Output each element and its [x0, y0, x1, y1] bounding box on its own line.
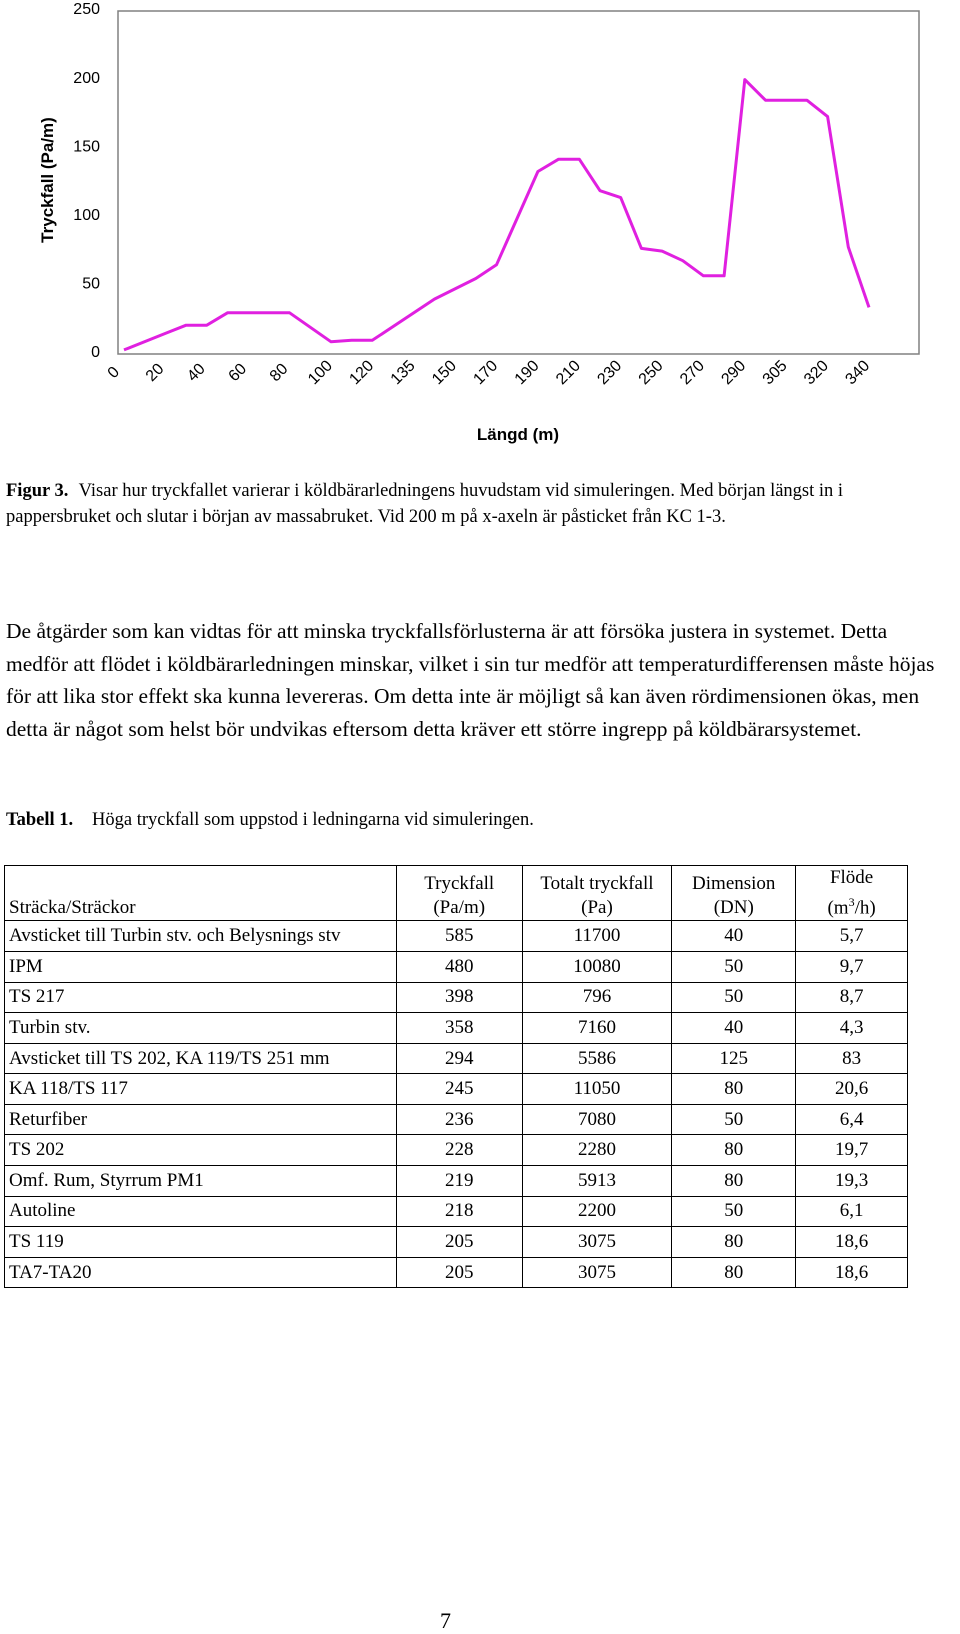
header-flow-line1: Flöde: [829, 867, 874, 888]
cell-dimension: 125: [672, 1043, 796, 1074]
x-tick-label: 20: [142, 360, 168, 386]
cell-flow: 19,7: [796, 1135, 908, 1166]
cell-pressure-drop: 245: [396, 1074, 522, 1105]
header-flow-superscript: 3: [848, 895, 855, 909]
cell-dimension: 50: [672, 951, 796, 982]
cell-flow: 9,7: [796, 951, 908, 982]
x-axis-title: Längd (m): [476, 425, 560, 444]
header-section: Sträcka/Sträckor: [5, 866, 397, 921]
table-row: [5, 1196, 908, 1227]
table-row: [5, 1013, 908, 1044]
cell-total-pressure-drop: 3075: [522, 1227, 672, 1258]
x-tick-label: 210: [553, 357, 584, 389]
table-row: [5, 1135, 908, 1166]
x-tick-label: 40: [184, 360, 209, 386]
header-dimension-line2: (DN): [713, 897, 754, 919]
y-axis-title: Tryckfall (Pa/m): [38, 117, 57, 243]
x-tick-label: 100: [305, 357, 336, 389]
cell-flow: 18,6: [796, 1257, 908, 1288]
cell-section: Autoline: [5, 1196, 397, 1227]
cell-flow: 19,3: [796, 1166, 908, 1197]
header-flow-line2-pre: (m: [827, 897, 849, 919]
x-tick-label: 60: [225, 360, 251, 386]
cell-dimension: 80: [672, 1135, 796, 1166]
cell-total-pressure-drop: 796: [522, 982, 672, 1013]
figure-label: Figur 3.: [6, 481, 69, 501]
header-flow-line2-post: /h): [854, 897, 876, 919]
cell-total-pressure-drop: 2280: [522, 1135, 672, 1166]
cell-section: IPM: [5, 951, 397, 982]
cell-pressure-drop: 358: [396, 1013, 522, 1044]
cell-flow: 8,7: [796, 982, 908, 1013]
cell-dimension: 50: [672, 1196, 796, 1227]
cell-dimension: 80: [672, 1227, 796, 1258]
cell-section: Omf. Rum, Styrrum PM1: [5, 1166, 397, 1197]
table-body: [5, 921, 908, 1288]
cell-flow: 20,6: [796, 1074, 908, 1105]
cell-total-pressure-drop: 2200: [522, 1196, 672, 1227]
cell-dimension: 50: [672, 1104, 796, 1135]
cell-section: Avsticket till TS 202, KA 119/TS 251 mm: [5, 1043, 397, 1074]
cell-dimension: 40: [672, 1013, 796, 1044]
x-tick-label: 305: [759, 357, 791, 389]
cell-pressure-drop: 294: [396, 1043, 522, 1074]
header-pressure-drop-line1: Tryckfall: [424, 873, 495, 895]
y-tick-label: 150: [73, 138, 100, 156]
figure-caption-text: Visar hur tryckfallet varierar i köldbärarledningens huvudstam vid simuleringen. Med början längst in i pappersbruket och slutar i början av massabruket. Vid 200 m på x-axeln är påsticket från KC 1-3.: [6, 481, 844, 527]
cell-dimension: 80: [672, 1074, 796, 1105]
table-row: [5, 921, 908, 952]
cell-section: Returfiber: [5, 1104, 397, 1135]
x-tick-label: 170: [470, 357, 502, 389]
y-tick-label: 250: [73, 1, 100, 19]
cell-total-pressure-drop: 5586: [522, 1043, 672, 1074]
figure-caption: [6, 478, 946, 530]
cell-flow: 83: [796, 1043, 908, 1074]
cell-section: TS 119: [5, 1227, 397, 1258]
x-tick-label: 0: [104, 363, 123, 382]
table-title: Höga tryckfall som uppstod i ledningarna vid simuleringen.: [92, 810, 534, 830]
y-tick-label: 50: [82, 275, 100, 293]
cell-flow: 6,4: [796, 1104, 908, 1135]
table-caption: [6, 808, 534, 832]
cell-total-pressure-drop: 11050: [522, 1074, 672, 1105]
x-tick-label: 230: [594, 357, 626, 389]
header-flow: [796, 866, 908, 921]
header-total-line1: Totalt tryckfall: [540, 873, 654, 895]
cell-flow: 18,6: [796, 1227, 908, 1258]
table-row: [5, 1166, 908, 1197]
x-tick-label: 290: [718, 357, 750, 389]
table-label: Tabell 1.: [6, 810, 74, 830]
cell-total-pressure-drop: 11700: [522, 921, 672, 952]
header-total-line2: (Pa): [581, 897, 613, 919]
cell-pressure-drop: 219: [396, 1166, 522, 1197]
table-row: [5, 1227, 908, 1258]
cell-pressure-drop: 480: [396, 951, 522, 982]
pressure-drop-table: [4, 865, 908, 1288]
page-number: 7: [440, 1608, 451, 1633]
cell-pressure-drop: 398: [396, 982, 522, 1013]
cell-pressure-drop: 228: [396, 1135, 522, 1166]
x-tick-label: 150: [429, 357, 460, 389]
cell-section: Turbin stv.: [5, 1013, 397, 1044]
x-tick-label: 135: [387, 357, 419, 389]
header-pressure-drop-line2: (Pa/m): [433, 897, 486, 919]
x-axis-ticks: [105, 357, 874, 388]
cell-section: TA7-TA20: [5, 1257, 397, 1288]
table-row: [5, 1043, 908, 1074]
x-tick-label: 250: [635, 357, 667, 389]
x-tick-label: 190: [511, 357, 543, 389]
header-dimension-line1: Dimension: [692, 873, 776, 895]
cell-total-pressure-drop: 5913: [522, 1166, 672, 1197]
cell-total-pressure-drop: 7160: [522, 1013, 672, 1044]
cell-dimension: 80: [672, 1257, 796, 1288]
y-axis-ticks: [73, 1, 100, 361]
cell-flow: 4,3: [796, 1013, 908, 1044]
cell-pressure-drop: 236: [396, 1104, 522, 1135]
cell-total-pressure-drop: 10080: [522, 951, 672, 982]
cell-total-pressure-drop: 7080: [522, 1104, 672, 1135]
cell-section: TS 202: [5, 1135, 397, 1166]
cell-flow: 6,1: [796, 1196, 908, 1227]
cell-dimension: 50: [672, 982, 796, 1013]
cell-flow: 5,7: [796, 921, 908, 952]
x-tick-label: 80: [266, 360, 292, 386]
cell-pressure-drop: 585: [396, 921, 522, 952]
table-row: [5, 951, 908, 982]
cell-pressure-drop: 218: [396, 1196, 522, 1227]
series-line-tryckfall: [124, 80, 869, 350]
table-row: [5, 1104, 908, 1135]
body-paragraph: De åtgärder som kan vidtas för att minska tryckfallsförlusterna är att försöka justera in systemet. Detta medför att flödet i köldbärarledningen minskar, vilket i sin tur medför att temperaturdifferensen måste höjas för att lika stor effekt ska kunna levereras. Om detta inte är möjligt så kan även rördimensionen ökas, men detta är något som helst bör undvikas eftersom detta kräver ett större ingrepp på köldbärarsystemet.: [6, 619, 935, 741]
pressure-drop-chart: [0, 0, 960, 460]
y-tick-label: 200: [73, 69, 100, 87]
x-tick-label: 270: [677, 357, 708, 389]
y-tick-label: 100: [73, 207, 100, 225]
cell-pressure-drop: 205: [396, 1227, 522, 1258]
cell-section: Avsticket till Turbin stv. och Belysnings stv: [5, 921, 397, 952]
header-dimension: [672, 866, 796, 921]
cell-dimension: 40: [672, 921, 796, 952]
table-row: [5, 1257, 908, 1288]
cell-pressure-drop: 205: [396, 1257, 522, 1288]
header-total-pressure-drop: [522, 866, 672, 921]
table-row: [5, 1074, 908, 1105]
cell-total-pressure-drop: 3075: [522, 1257, 672, 1288]
table-row: [5, 982, 908, 1013]
header-pressure-drop: [396, 866, 522, 921]
plot-area: [118, 11, 919, 354]
x-tick-label: 340: [842, 357, 874, 389]
x-tick-label: 320: [801, 357, 832, 389]
x-tick-label: 120: [346, 357, 378, 389]
y-tick-label: 0: [91, 344, 100, 362]
table-header-row: [5, 866, 908, 921]
cell-dimension: 80: [672, 1166, 796, 1197]
cell-section: TS 217: [5, 982, 397, 1013]
cell-section: KA 118/TS 117: [5, 1074, 397, 1105]
